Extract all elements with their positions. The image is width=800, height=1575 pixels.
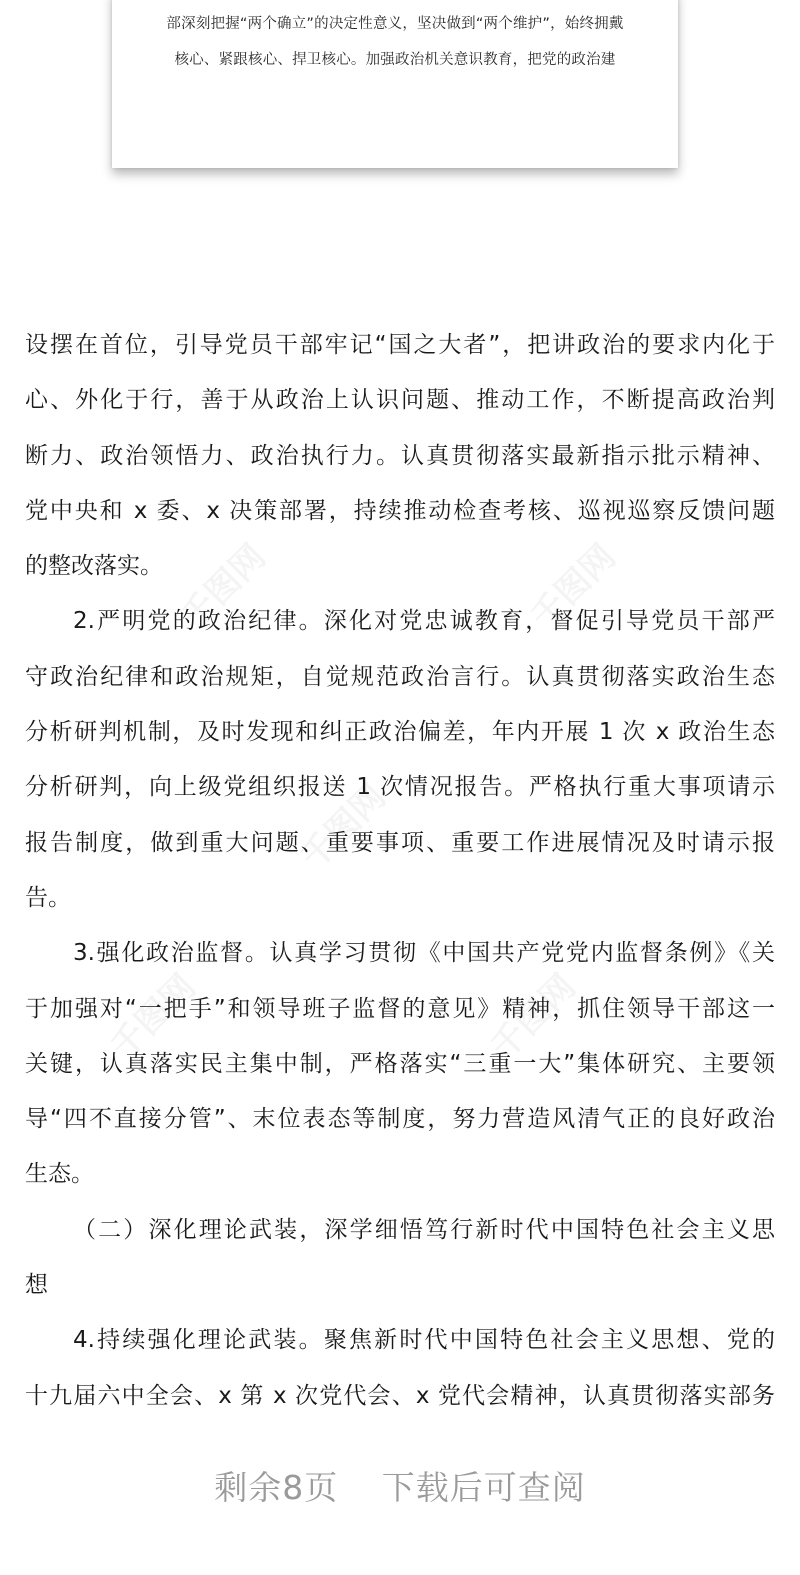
- document-body: [25, 318, 775, 1424]
- section-heading-line: （二）深化理论武装，深学细悟笃行新时代中国特色社会主义思: [73, 1216, 775, 1243]
- watermark: 千图网: [103, 966, 204, 1068]
- text-line: 设摆在首位，引导党员干部牢记“国之大者”，把讲政治的要求内化于: [25, 332, 775, 358]
- text-line: 想: [25, 1272, 48, 1299]
- text-line: 党中央和 x 委、x 决策部署，持续推动检查考核、巡视巡察反馈问题: [25, 497, 775, 524]
- paragraph-heading-line: 3.强化政治监督。认真学习贯彻《中国共产党党内监督条例》《关: [73, 940, 775, 967]
- text-line: 分析研判机制，及时发现和纠正政治偏差，年内开展 1 次 x 政治生态: [25, 719, 775, 746]
- text-line: 于加强对“一把手”和领导班子监督的意见》精神，抓住领导干部这一: [25, 995, 775, 1022]
- text-line: 断力、政治领悟力、政治执行力。认真贯彻落实最新指示批示精神、: [25, 442, 775, 469]
- text-line: 守政治纪律和政治规矩，自觉规范政治言行。认真贯彻落实政治生态: [25, 663, 775, 690]
- text-line: 的整改落实。: [25, 553, 163, 580]
- preview-line: 部深刻把握“两个确立”的决定性意义，坚决做到“两个维护”，始终拥戴: [166, 16, 624, 32]
- download-to-view-label: 下载后可查阅: [381, 1468, 586, 1507]
- text-line: 告。: [25, 884, 71, 911]
- watermark: 千图网: [293, 776, 394, 878]
- text-line: 生态。: [25, 1161, 94, 1188]
- preview-line: 核心、紧跟核心、捍卫核心。加强政治机关意识教育，把党的政治建: [174, 52, 616, 68]
- paragraph-heading-line: 2.严明党的政治纪律。深化对党忠诚教育，督促引导党员干部严: [73, 608, 775, 635]
- text-line: 导“四不直接分管”、末位表态等制度，努力营造风清气正的良好政治: [25, 1106, 775, 1133]
- watermark: 千图网: [523, 536, 624, 638]
- text-line: 十九届六中全会、x 第 x 次党代会、x 党代会精神，认真贯彻落实部务: [25, 1382, 775, 1409]
- text-line: 心、外化于行，善于从政治上认识问题、推动工作，不断提高政治判: [25, 387, 775, 414]
- page-preview-card: [112, 0, 678, 168]
- download-notice[interactable]: [0, 1462, 800, 1509]
- watermark: 千图网: [483, 966, 584, 1068]
- watermark: 千图网: [173, 536, 274, 638]
- remaining-pages-label: 剩余8页: [214, 1468, 339, 1507]
- text-line: 分析研判，向上级党组织报送 1 次情况报告。严格执行重大事项请示: [25, 774, 775, 801]
- paragraph-heading-line: 4.持续强化理论武装。聚焦新时代中国特色社会主义思想、党的: [73, 1327, 775, 1354]
- text-line: 关键，认真落实民主集中制，严格落实“三重一大”集体研究、主要领: [25, 1050, 775, 1077]
- text-line: 报告制度，做到重大问题、重要事项、重要工作进展情况及时请示报: [25, 829, 775, 856]
